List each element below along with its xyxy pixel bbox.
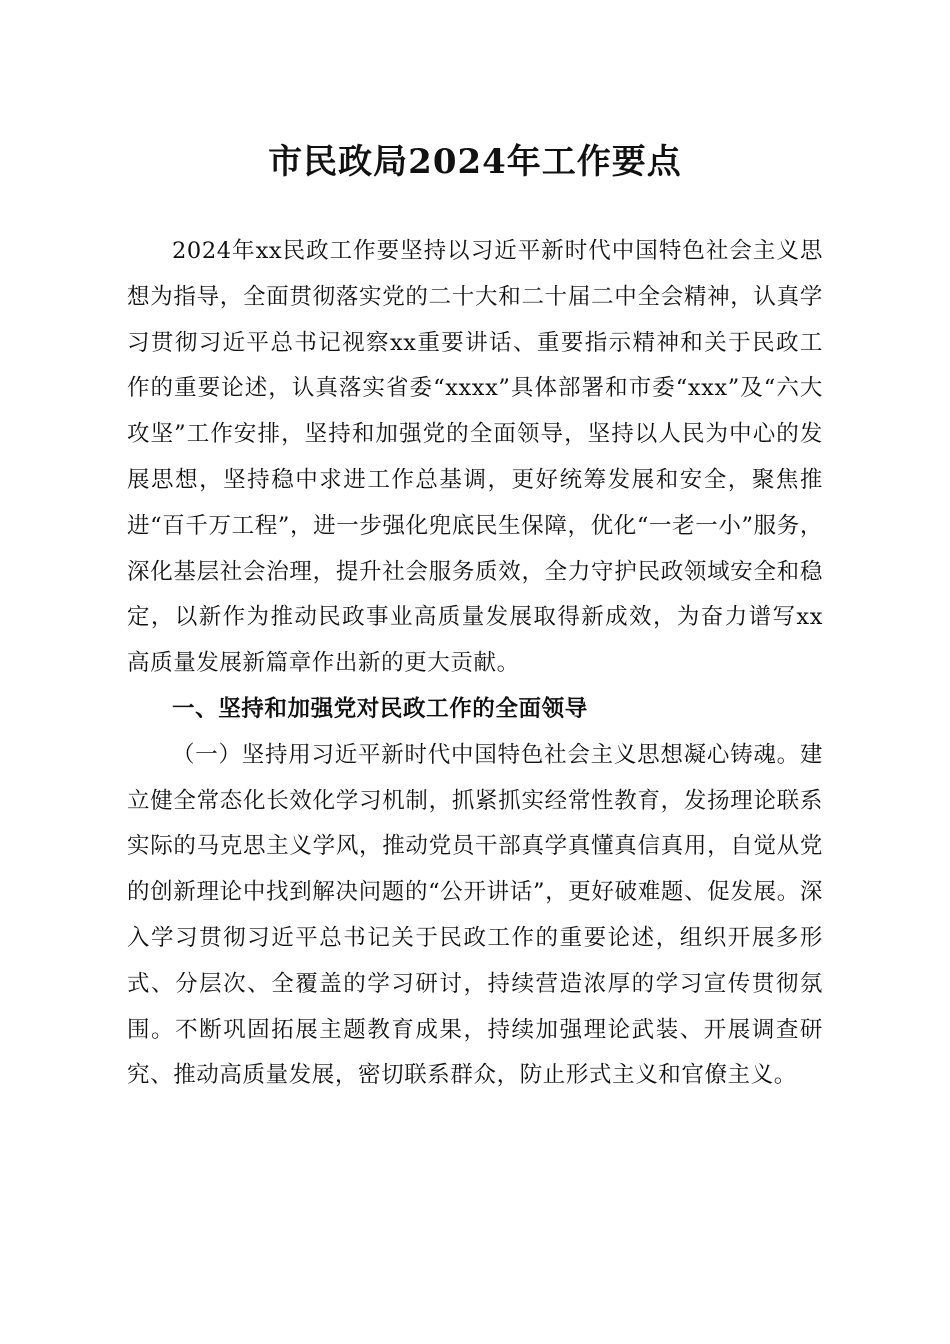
section-heading-1: 一、坚持和加强党对民政工作的全面领导 xyxy=(172,695,588,722)
document-title: 市民政局2024年工作要点 xyxy=(268,142,682,182)
document-body xyxy=(127,229,823,1099)
section-1-item-1-paragraph: （一）坚持用习近平新时代中国特色社会主义思想凝心铸魂。建立健全常态化长效化学习机制，抓紧抓实经常性教育，发扬理论联系实际的马克思主义学风，推动党员干部真学真懂真信真用，自觉从党的创新理论中找到解决问题的“公开讲话”，更好破难题、促发展。深入学习贯彻习近平总书记关于民政工作的重要论述，组织开展多形式、分层次、全覆盖的学习研讨，持续营造浓厚的学习宣传贯彻氛围。不断巩固拓展主题教育成果，持续加强理论武装、开展调查研究、推动高质量发展，密切联系群众，防止形式主义和官僚主义。 xyxy=(127,741,823,1089)
intro-paragraph: 2024年xx民政工作要坚持以习近平新时代中国特色社会主义思想为指导，全面贯彻落实党的二十大和二十届二中全会精神，认真学习贯彻习近平总书记视察xx重要讲话、重要指示精神和关于民政工作的重要论述，认真落实省委“xxxx”具体部署和市委“xxx”及“六大攻坚”工作安排，坚持和加强党的全面领导，坚持以人民为中心的发展思想，坚持稳中求进工作总基调，更好统筹发展和安全，聚焦推进“百千万工程”，进一步强化兜底民生保障，优化“一老一小”服务，深化基层社会治理，提升社会服务质效，全力守护民政领域安全和稳定，以新作为推动民政事业高质量发展取得新成效，为奋力谱写xx高质量发展新篇章作出新的更大贡献。 xyxy=(127,238,823,677)
